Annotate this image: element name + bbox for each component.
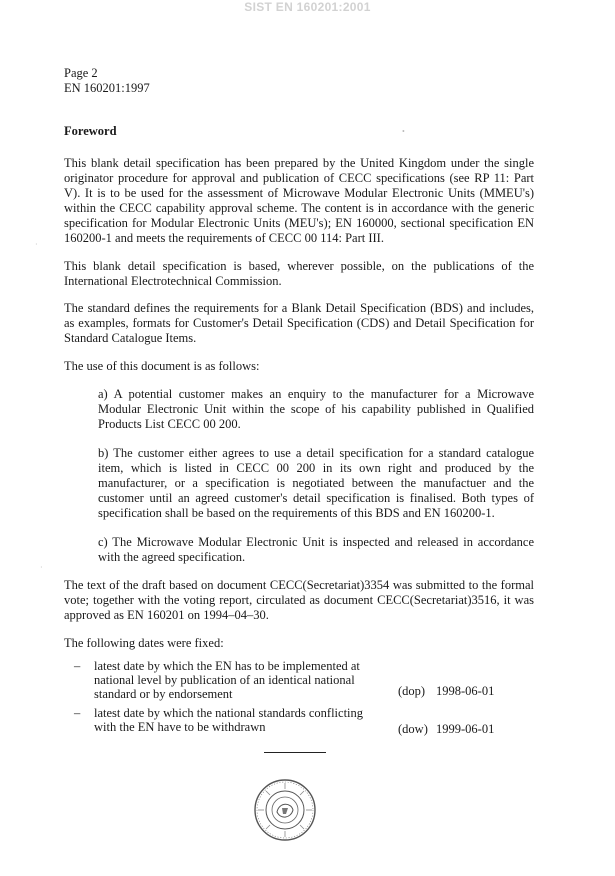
paragraph-approval: The text of the draft based on document CECC(Secretariat)3354 was submitted to the formal vote; together with the voting report, circulated as document CECC(Secretariat)3516, it was approved as EN 160201 on 1994–04–30. [64, 578, 534, 622]
date-value: 1999-06-01 [436, 722, 495, 736]
dates-list [64, 659, 534, 736]
scan-speck: · [40, 563, 43, 572]
dash-bullet: – [74, 706, 81, 720]
foreword-heading: Foreword [64, 124, 117, 138]
use-item-a: a) A potential customer makes an enquiry to the manufacturer for a Microwave Modular Electronic Unit within the scope of his capability published in Qualified Products List CECC 00 200. [98, 387, 534, 431]
dash-bullet: – [74, 659, 81, 673]
date-code: (dow) [398, 722, 428, 736]
paragraph-iec: This blank detail specification is based, wherever possible, on the publications of the International Electrotechnical Commission. [64, 259, 534, 288]
page-number: Page 2 [64, 66, 98, 80]
paragraph-origin: This blank detail specification has been prepared by the United Kingdom under the single originator procedure for approval and publication of CECC specifications (see RP 11: Part V). It is to be used for the assessment of Microwave Modular Electronic Units (MMEU's) within the CECC capability approval scheme. The content is in accordance with the generic specification for Modular Electronic Units (MEU's); EN 160000, sectional specification EN 160200-1 and meets the requirements of CECC 00 114: Part III. [64, 156, 534, 245]
date-code: (dop) [398, 684, 426, 698]
use-item-b: b) The customer either agrees to use a detail specification for a standard catalogue item, which is listed in CECC 00 200 in its own right and produced by the manufacturer, or a specification is negotiated between the manufactuer and the customer until an agreed customer's detail specification is finalised. Both types of specification shall be based on the requirements of this BDS and EN 160200-1. [98, 446, 534, 520]
date-row-dow [64, 706, 534, 736]
scan-speck: • [402, 127, 405, 136]
paragraph-use-intro: The use of this document is as follows: [64, 359, 260, 373]
date-description: latest date by which the national standards conflicting with the EN have to be withdrawn [94, 706, 364, 734]
date-row-dop [64, 659, 534, 706]
use-item-c: c) The Microwave Modular Electronic Unit is inspected and released in accordance with the agreed specification. [98, 535, 534, 564]
date-value: 1998-06-01 [436, 684, 495, 698]
stamp-seal-icon [253, 778, 317, 842]
standard-number: EN 160201:1997 [64, 81, 150, 95]
scan-speck: · [35, 240, 38, 249]
date-description: latest date by which the EN has to be implemented at national level by publication of an identical national standard or by endorsement [94, 659, 360, 701]
end-rule [264, 752, 326, 753]
paragraph-dates-intro: The following dates were fixed: [64, 636, 224, 650]
page-header [64, 66, 542, 96]
paragraph-scope: The standard defines the requirements for a Blank Detail Specification (BDS) and includes, as examples, formats for Customer's Detail Specification (CDS) and Detail Specification for Standard Catalogue Items. [64, 301, 534, 345]
watermark: SIST EN 160201:2001 [244, 0, 371, 14]
